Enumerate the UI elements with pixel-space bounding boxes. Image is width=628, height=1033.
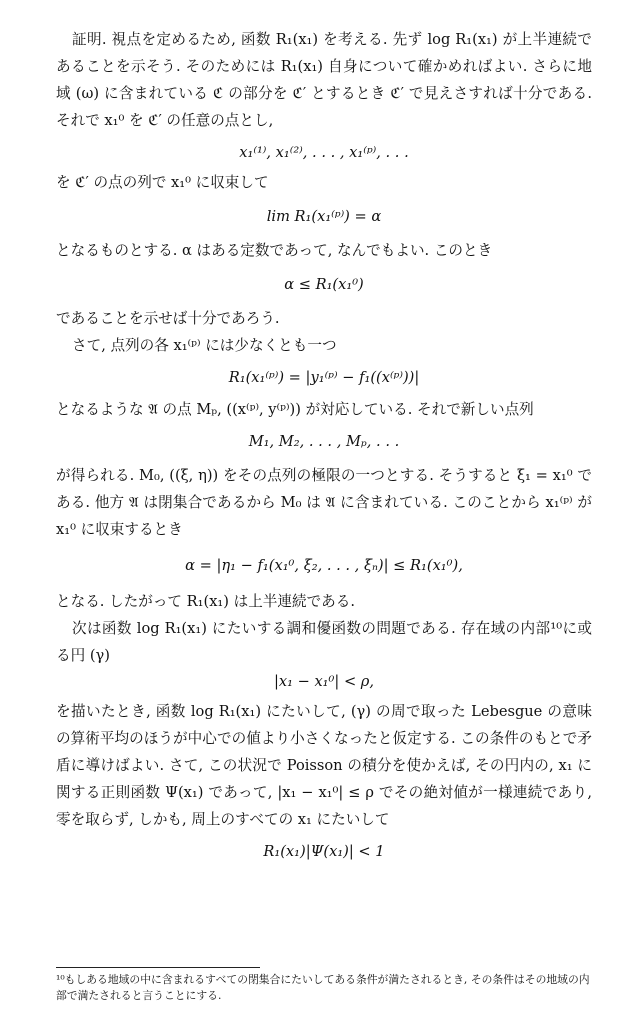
display-equation-inequality: α ≤ R₁(x₁⁰) [284,276,364,293]
display-equation-final: R₁(x₁)|Ψ(x₁)| < 1 [263,843,385,860]
display-equation-r1: R₁(x₁⁽ᵖ⁾) = |y₁⁽ᵖ⁾ − f₁((x⁽ᵖ⁾))| [228,369,420,386]
display-equation-point-sequence: M₁, M₂, . . . , Mₚ, . . . [248,433,400,450]
display-equation-circle: |x₁ − x₁⁰| < ρ, [273,673,375,690]
paragraph-sufficient: であることを示せば十分であろう. [56,310,280,327]
paragraph-limit-point: が得られる. M₀, ((ξ, η)) をその点列の極限の一つとする. そうすると ξ₁ = x₁⁰ である. 他方 𝔄 は閉集合であるから M₀ は 𝔄 に含まれている. このことから x₁⁽ᵖ⁾ が x₁⁰ に収束するとき [56,467,592,538]
paragraph-conclusion: となる. したがって R₁(x₁) は上半連続である. [56,593,356,610]
paragraph-lebesgue: を描いたとき, 函数 log R₁(x₁) にたいして, (γ) の周で取った Lebesgue の意味の算術平均のほうが中心での値より小さくなったと仮定する. この条件のもとで矛盾に導けばよい. さて, この状況で Poisson の積分を使かえば, その円内の, x₁ に関する正則函数 Ψ(x₁) であって, |x₁ − x₁⁰| ≤ ρ でその絶対値が一様連続であり, 零を取らず, しかも, 周上のすべての x₁ にたいして [56,703,592,828]
paragraph-converge: を ℭ′ の点の列で x₁⁰ に収束して [56,174,269,191]
display-equation-alpha: α = |η₁ − f₁(x₁⁰, ξ₂, . . . , ξₙ)| ≤ R₁(x₁⁰), [185,557,463,574]
proof-paragraph-1: 証明. 視点を定めるため, 函数 R₁(x₁) を考える. 先ず log R₁(x₁) が上半連続であることを示そう. そのためには R₁(x₁) 自身について確かめればよい. さらに地域 (ω) に含まれている ℭ の部分を ℭ′ とするとき ℭ′ で見えさすれば十分である. それで x₁⁰ を ℭ′ の任意の点とし, [56,31,592,129]
display-equation-limit: lim R₁(x₁⁽ᵖ⁾) = α [266,208,382,225]
paragraph-each-point: さて, 点列の各 x₁⁽ᵖ⁾ には少なくとも一つ [72,337,337,354]
paragraph-corresponding: となるような 𝔄 の点 Mₚ, ((x⁽ᵖ⁾, y⁽ᵖ⁾)) が対応している. それで新しい点列 [56,401,534,418]
footnote-10: ¹⁰もしある地域の中に含まれるすべての閉集合にたいしてある条件が満たされるとき, その条件はその地域の内部で満たされると言うことにする. [56,973,590,1002]
display-equation-sequence: x₁⁽¹⁾, x₁⁽²⁾, . . . , x₁⁽ᵖ⁾, . . . [239,144,409,161]
paragraph-constant: となるものとする. α はある定数であって, なんでもよい. このとき [56,242,493,259]
footnote-divider [56,967,260,968]
page-body [56,26,592,870]
paragraph-harmonic: 次は函数 log R₁(x₁) にたいする調和優函数の問題である. 存在域の内部¹⁰に或る円 (γ) [56,620,592,664]
